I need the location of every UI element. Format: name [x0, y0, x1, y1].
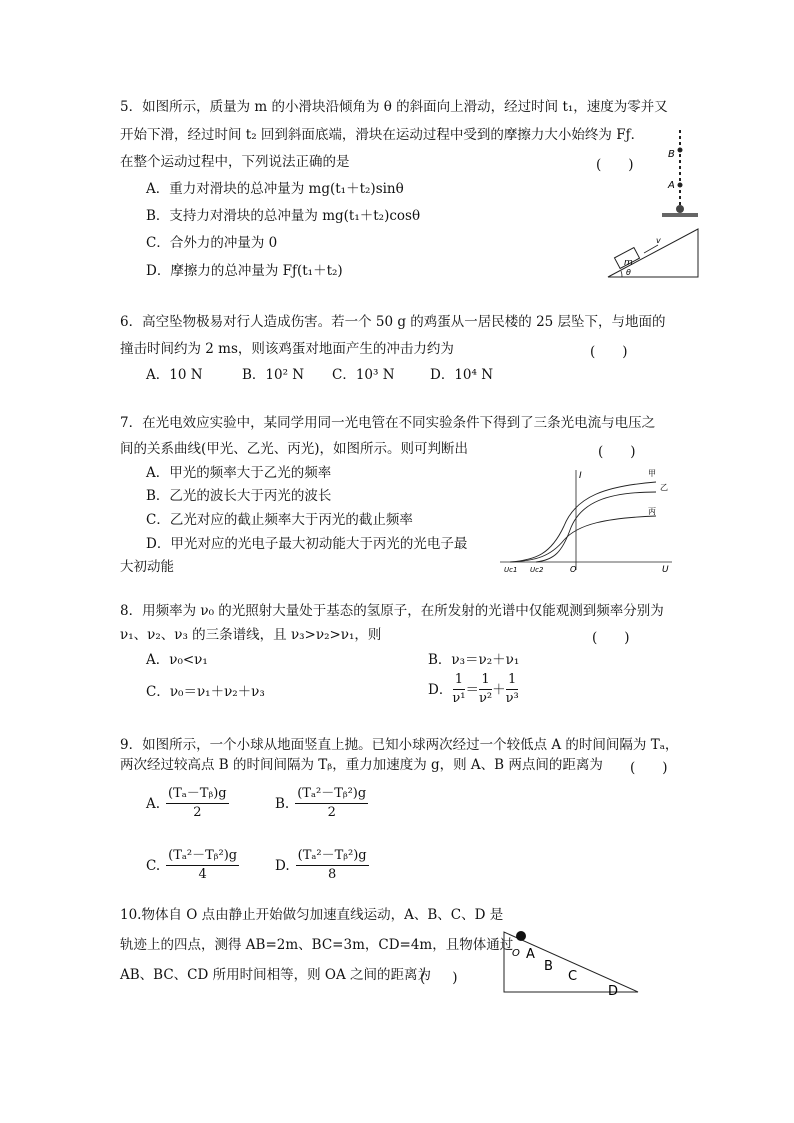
q10-line-3: AB、BC、CD 所用时间相等，则 OA 之间的距离为	[120, 967, 432, 983]
q5-answer-paren: ( )	[596, 157, 634, 173]
q7-answer-paren: ( )	[598, 444, 636, 460]
q8-option-d-f2-num: 1	[479, 672, 491, 690]
q5-line-1: 5．如图所示，质量为 m 的小滑块沿倾角为 θ 的斜面向上滑动，经过时间 t₁，速度为零并又	[120, 99, 668, 115]
q6-option-b: B．10² N	[242, 367, 305, 383]
q5-option-d: D．摩擦力的总冲量为 Fƒ(t₁＋t₂)	[146, 263, 343, 279]
q5-label-a: A	[668, 180, 675, 191]
q7-uc2-label: Uc2	[530, 566, 544, 574]
q7-curve-jia	[510, 482, 656, 562]
q7-xlabel: U	[662, 565, 669, 575]
q10-label-a: A	[526, 947, 535, 962]
q7-line-1: 7．在光电效应实验中，某同学用同一光电管在不同实验条件下得到了三条光电流与电压之	[120, 415, 656, 431]
q9-line-1: 9．如图所示，一个小球从地面竖直上抛。已知小球两次经过一个较低点 A 的时间间隔为 Tₐ，	[120, 737, 679, 753]
q6-option-a: A．10 N	[146, 367, 203, 383]
q5-label-m: m	[624, 258, 633, 268]
q8-option-a: A．ν₀<ν₁	[146, 652, 208, 668]
q7-uc1-label: Uc1	[504, 566, 518, 574]
q9-option-d	[275, 848, 369, 883]
q9-option-a-den: 2	[193, 805, 202, 820]
q9-option-b	[275, 786, 368, 821]
q6-line-2: 撞击时间约为 2 ms，则该鸡蛋对地面产生的冲击力约为	[120, 341, 454, 357]
q9-option-c	[146, 848, 239, 883]
q9-option-a	[146, 786, 229, 821]
q7-label-yi: 乙	[660, 483, 668, 492]
q7-label-jia: 甲	[648, 469, 656, 478]
q8-option-b: B．ν₃＝ν₂＋ν₁	[428, 652, 520, 668]
q9-option-d-den: 8	[327, 867, 337, 882]
q8-option-d-f3-num: 1	[506, 672, 518, 690]
q5-point-a	[678, 183, 683, 188]
q9-option-c-fraction	[166, 848, 239, 883]
q10-line-2: 轨迹上的四点，测得 AB=2m、BC=3m，CD=4m，且物体通过	[120, 937, 514, 953]
q9-option-d-label: D.	[275, 857, 290, 874]
q8-option-d-f1-num: 1	[453, 672, 465, 690]
q9-option-b-den: 2	[327, 805, 336, 820]
q7-curve-yi	[536, 492, 656, 562]
q5-label-theta: θ	[626, 268, 631, 277]
q9-answer-paren: ( )	[630, 760, 668, 776]
q9-line-2: 两次经过较高点 B 的时间间隔为 Tᵦ，重力加速度为 g，则 A、B 两点间的距离为	[120, 757, 603, 773]
q10-line-1: 10.物体自 O 点由静止开始做匀加速直线运动，A、B、C、D 是	[120, 907, 504, 923]
q7-iu-graph	[496, 466, 678, 578]
q6-option-d: D．10⁴ N	[430, 367, 494, 383]
q7-line-2: 间的关系曲线(甲光、乙光、丙光)，如图所示。则可判断出	[120, 441, 469, 457]
q8-option-d-f2-den: ν²	[478, 691, 493, 706]
q10-figure	[500, 928, 645, 996]
q5-angle-arc	[621, 271, 622, 277]
q9-option-b-fraction	[295, 786, 368, 821]
q5-line-3: 在整个运动过程中，下列说法正确的是	[120, 154, 350, 170]
q6-option-c: C．10³ N	[332, 367, 395, 383]
q9-option-a-label: A.	[146, 795, 161, 812]
q7-ylabel: I	[579, 471, 582, 481]
q7-curve-bing	[510, 516, 656, 562]
q9-option-a-fraction	[166, 786, 229, 821]
q9-option-d-num: (Tₐ²－Tᵦ²)g	[296, 848, 369, 866]
q5-option-c: C．合外力的冲量为 0	[146, 235, 278, 251]
q8-option-d	[428, 672, 519, 707]
q10-label-c: C	[568, 969, 578, 984]
q5-incline	[608, 229, 698, 277]
q8-option-d-f1-den: ν¹	[452, 691, 466, 706]
q10-ball	[516, 931, 526, 941]
q8-option-d-fraction-3	[506, 672, 519, 707]
q8-answer-paren: ( )	[592, 630, 630, 646]
q7-option-d-continued: 大初动能	[120, 559, 174, 575]
q8-line-2: ν₁、ν₂、ν₃ 的三条谱线，且 ν₃>ν₂>ν₁，则	[120, 627, 382, 643]
q7-option-c: C．乙光对应的截止频率大于丙光的截止频率	[146, 512, 413, 528]
q5-label-v: v	[656, 236, 661, 245]
q5-option-a: A．重力对滑块的总冲量为 mg(t₁＋t₂)sinθ	[146, 181, 404, 197]
q5-ground	[662, 213, 698, 217]
q7-origin: O	[570, 565, 577, 574]
q5-option-b: B．支持力对滑块的总冲量为 mg(t₁＋t₂)cosθ	[146, 208, 421, 224]
q9-option-a-num: (Tₐ－Tᵦ)g	[166, 786, 229, 804]
q9-option-c-den: 4	[198, 867, 207, 882]
q8-option-d-f3-den: ν³	[505, 691, 519, 706]
q10-answer-paren: ( )	[420, 970, 458, 986]
q7-option-a: A．甲光的频率大于乙光的频率	[146, 465, 332, 481]
q7-option-d: D．甲光对应的光电子最大初动能大于丙光的光电子最	[146, 536, 468, 552]
q8-option-d-fraction-2	[479, 672, 492, 707]
q8-line-1: 8．用频率为 ν₀ 的光照射大量处于基态的氢原子，在所发射的光谱中仅能观测到频率分别为	[120, 603, 664, 619]
q9-option-b-label: B.	[275, 795, 290, 812]
q10-label-o: O	[512, 948, 520, 959]
q10-label-b: B	[544, 959, 553, 974]
q7-option-b: B．乙光的波长大于丙光的波长	[146, 488, 332, 504]
q5-figure	[600, 125, 710, 285]
q9-option-c-label: C.	[146, 857, 161, 874]
q8-option-d-plus: ＋	[492, 681, 506, 698]
q5-line-2: 开始下滑，经过时间 t₂ 回到斜面底端，滑块在运动过程中受到的摩擦力大小始终为 Fƒ．	[120, 127, 645, 143]
q8-option-d-equals: ＝	[465, 681, 479, 698]
q5-ball	[676, 205, 684, 213]
q10-label-d: D	[608, 984, 619, 996]
q5-label-b: B	[668, 149, 675, 160]
q9-option-b-num: (Tₐ²－Tᵦ²)g	[295, 786, 368, 804]
q7-label-bing: 丙	[648, 507, 656, 516]
q9-option-c-num: (Tₐ²－Tᵦ²)g	[166, 848, 239, 866]
q8-option-c: C．ν₀＝ν₁＋ν₂＋ν₃	[146, 684, 265, 700]
q6-answer-paren: ( )	[590, 344, 628, 360]
q6-line-1: 6．高空坠物极易对行人造成伤害。若一个 50 g 的鸡蛋从一居民楼的 25 层坠下，与地面的	[120, 314, 666, 330]
q8-option-d-fraction-1	[452, 672, 465, 707]
q8-option-d-label: D．	[428, 681, 453, 698]
q5-point-b	[678, 148, 683, 153]
q9-option-d-fraction	[296, 848, 369, 883]
